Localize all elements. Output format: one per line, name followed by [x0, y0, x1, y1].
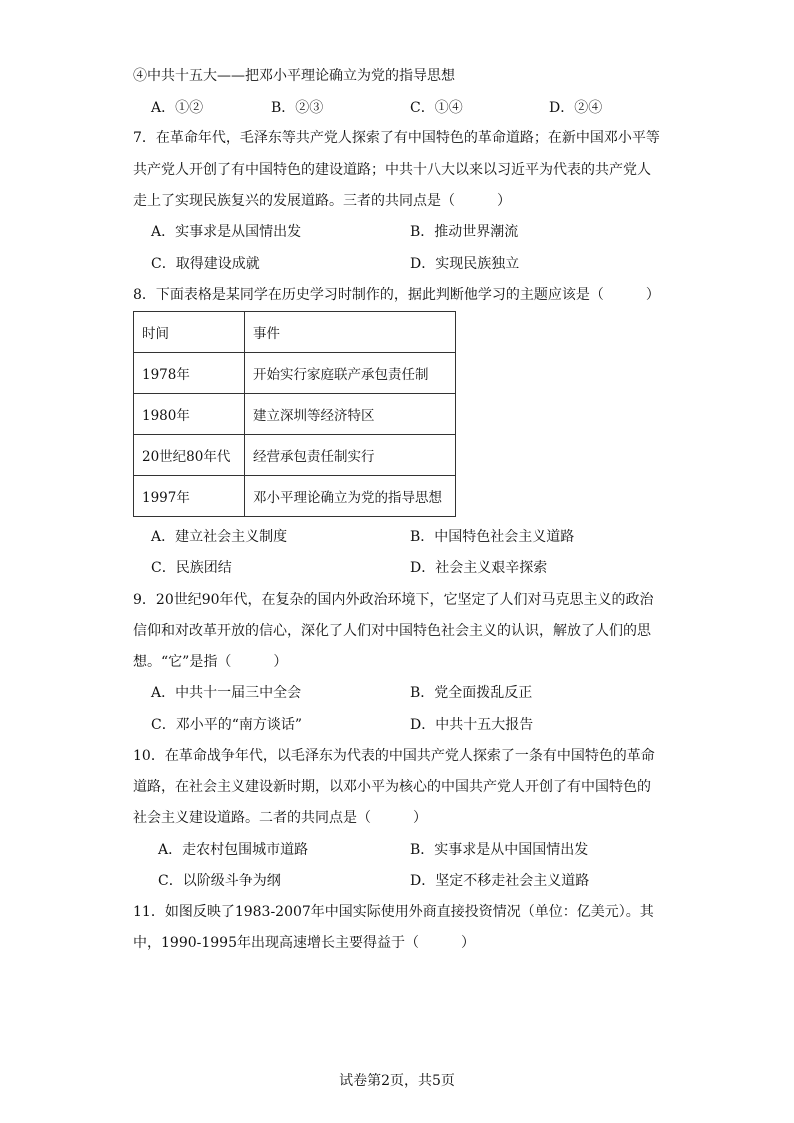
q10-option-a[interactable]: A．走农村包围城市道路: [158, 842, 309, 858]
q10-option-d[interactable]: D．坚定不移走社会主义道路: [410, 873, 590, 889]
table-header-row: [134, 312, 456, 353]
q6-option-a[interactable]: A．①②: [151, 100, 204, 116]
cell-time: 1980年: [134, 394, 245, 435]
table-row: [134, 394, 456, 435]
q9-stem-line-2: 信仰和对改革开放的信心，深化了人们对中国特色社会主义的认识，解放了人们的思: [133, 623, 651, 639]
q10-stem-line-2: 道路，在社会主义建设新时期，以邓小平为核心的中国共产党人开创了有中国特色的: [133, 779, 651, 795]
q7-stem-line-3: 走上了实现民族复兴的发展道路。三者的共同点是（ ）: [133, 193, 511, 209]
q9-stem-line-1: 9．20世纪90年代，在复杂的国内外政治环境下，它坚定了人们对马克思主义的政治: [133, 592, 654, 608]
q6-item-4: ④中共十五大——把邓小平理论确立为党的指导思想: [133, 68, 455, 84]
cell-time: 1978年: [134, 353, 245, 394]
page-footer: 试卷第2页，共5页: [339, 1073, 455, 1089]
cell-event: 邓小平理论确立为党的指导思想: [245, 476, 456, 517]
q7-option-b[interactable]: B．推动世界潮流: [410, 224, 519, 240]
cell-event: 经营承包责任制实行: [245, 435, 456, 476]
q9-option-d[interactable]: D．中共十五大报告: [410, 717, 534, 733]
q10-stem-line-3: 社会主义建设道路。二者的共同点是（ ）: [133, 810, 427, 826]
q9-option-b[interactable]: B．党全面拨乱反正: [410, 685, 533, 701]
cell-event: 开始实行家庭联产承包责任制: [245, 353, 456, 394]
q11-stem-line-2: 中，1990-1995年出现高速增长主要得益于（ ）: [133, 935, 475, 951]
q8-option-d[interactable]: D．社会主义艰辛探索: [410, 560, 548, 576]
cell-event: 建立深圳等经济特区: [245, 394, 456, 435]
q9-option-c[interactable]: C．邓小平的“南方谈话”: [151, 717, 303, 733]
q10-option-b[interactable]: B．实事求是从中国国情出发: [410, 842, 589, 858]
q8-stem: 8．下面表格是某同学在历史学习时制作的，据此判断他学习的主题应该是（ ）: [133, 287, 660, 303]
header-event: 事件: [245, 312, 456, 353]
q7-stem-line-1: 7．在革命年代，毛泽东等共产党人探索了有中国特色的革命道路；在新中国邓小平等: [133, 130, 660, 146]
q9-option-a[interactable]: A．中共十一届三中全会: [151, 685, 302, 701]
cell-time: 1997年: [134, 476, 245, 517]
q10-option-c[interactable]: C．以阶级斗争为纲: [158, 873, 281, 889]
q9-stem-line-3: 想。“它”是指（ ）: [133, 654, 288, 670]
q7-stem-line-2: 共产党人开创了有中国特色的建设道路；中共十八大以来以习近平为代表的共产党人: [133, 162, 651, 178]
q7-option-a[interactable]: A．实事求是从国情出发: [151, 224, 302, 240]
q6-option-d[interactable]: D．②④: [549, 100, 603, 116]
q8-option-a[interactable]: A．建立社会主义制度: [151, 529, 288, 545]
events-table: [133, 311, 456, 517]
header-time: 时间: [134, 312, 245, 353]
table-row: [134, 353, 456, 394]
q8-option-c[interactable]: C．民族团结: [151, 560, 232, 576]
table-row: [134, 476, 456, 517]
q8-option-b[interactable]: B．中国特色社会主义道路: [410, 529, 575, 545]
q7-option-d[interactable]: D．实现民族独立: [410, 256, 520, 272]
q6-option-b[interactable]: B．②③: [271, 100, 324, 116]
q6-option-c[interactable]: C．①④: [410, 100, 463, 116]
cell-time: 20世纪80年代: [134, 435, 245, 476]
q7-option-c[interactable]: C．取得建设成就: [151, 256, 260, 272]
q11-stem-line-1: 11．如图反映了1983-2007年中国实际使用外商直接投资情况（单位：亿美元）。其: [133, 904, 654, 920]
q10-stem-line-1: 10．在革命战争年代，以毛泽东为代表的中国共产党人探索了一条有中国特色的革命: [133, 748, 655, 764]
table-row: [134, 435, 456, 476]
